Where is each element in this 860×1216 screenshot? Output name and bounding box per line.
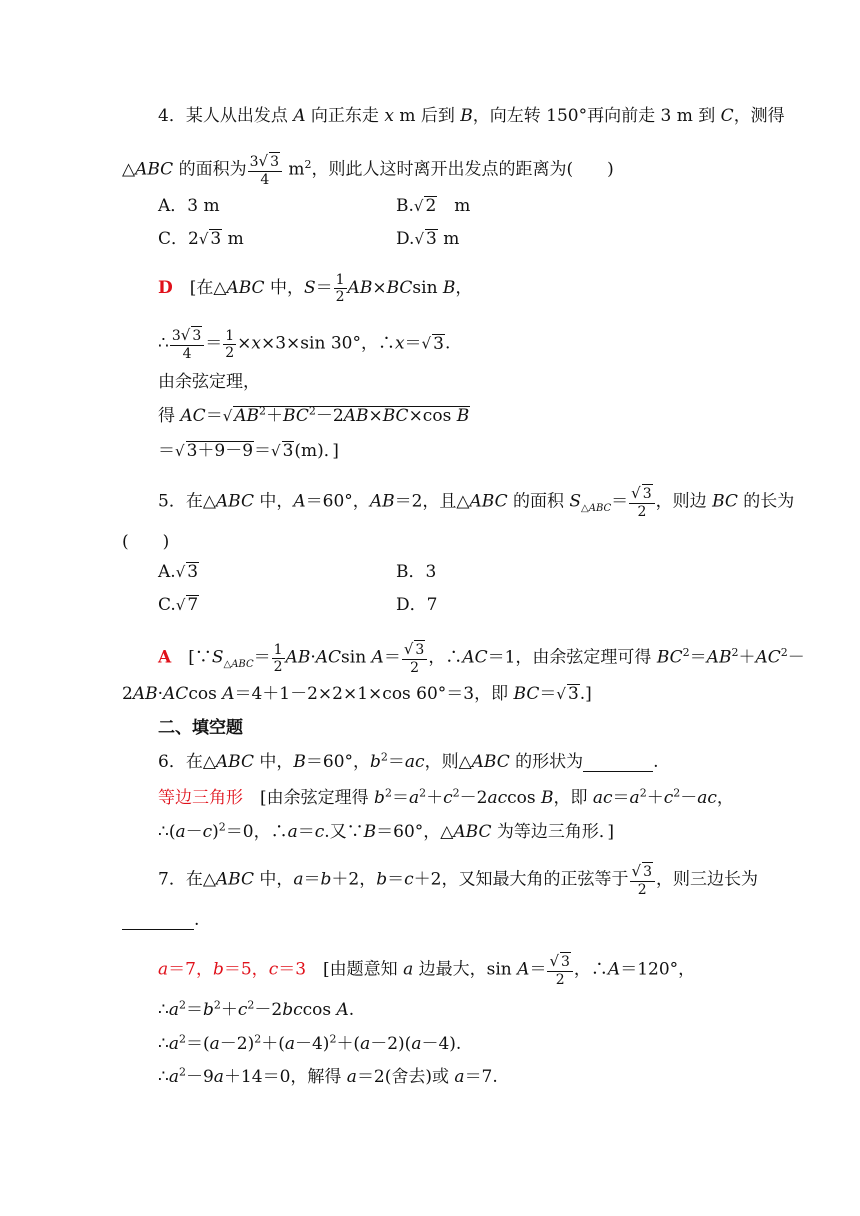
q5-option-d: D．7 <box>396 595 438 615</box>
q7-stem-line1: 7．在△ABC 中，a＝b＋2，b＝c＋2，又知最大角的正弦等于 $\frac{√ 3}{2}$ ，则三边长为 <box>158 862 758 898</box>
q6-answer: 等边三角形 <box>158 788 243 808</box>
q7-answer: a＝7，b＝5，c＝3 <box>158 959 307 980</box>
q4-option-d: D.√ 3 m <box>396 229 460 249</box>
q6-stem: 6．在△ABC 中，B＝60°，$b^2=ac$，则△ABC 的形状为 . <box>158 750 659 772</box>
q4-option-a: A．3 m <box>158 196 220 216</box>
q4-stem-line2: △ABC 的面积为 $\frac{3√ 3}{4}$ $m^2$，则此人这时离开出发点的距离为( ) <box>122 152 614 188</box>
q4-solution-line1: D [在△ABC 中，S＝ $\frac{1}{2}$ AB×BCsin B， <box>158 272 473 305</box>
q7-solution-line4: $\therefore a^2-9a+14=0$，解得 a＝2(舍去)或 a＝7. <box>158 1065 498 1087</box>
q4-solution-line2: ∴ $\frac{3√ 3}{4}$ ＝ $\frac{1}{2}$ ×x×3×sin 30°，∴x＝√ 3. <box>158 326 451 362</box>
q5-stem-line1: 5．在△ABC 中，A＝60°，AB＝2，且△ABC 的面积 $S_{\triangle ABC}=$ $\frac{√ 3}{2}$ ，则边 BC 的长为 <box>158 484 795 520</box>
q5-answer: A <box>158 647 172 668</box>
q5-solution-line1: A [$\because S_{\triangle ABC}=$ $\frac{1}{2}$ AB·ACsin A＝ $\frac{√ 3}{2}$ ，∴AC＝1，由余弦定理可得 $BC^2=AB^2+AC^2-$ <box>158 640 805 676</box>
q5-stem-line2: ( ) <box>122 532 170 552</box>
q6-solution-line1: 等边三角形 [由余弦定理得 $b^2=a^2+c^2-2accos$ B，即 $ac=a^2+c^2-ac$， <box>158 786 734 808</box>
q7-solution-line3: $\therefore a^2=(a-2)^2+(a-4)^2+(a-2)(a-4)$. <box>158 1032 462 1054</box>
q4-solution-line3: 由余弦定理， <box>158 372 260 392</box>
q4-option-b: B.√ 2 m <box>396 196 471 216</box>
q7-solution-line1: a＝7，b＝5，c＝3 [由题意知 a 边最大，sin A＝ $\frac{√ 3}{2}$ ，∴A＝120°， <box>158 952 696 988</box>
q7-solution-line2: $\therefore a^2=b^2+c^2-2bccos$ A. <box>158 998 355 1020</box>
q4-option-c: C．2√ 3 m <box>158 229 244 249</box>
q7-stem-line2: . <box>122 910 199 930</box>
q5-option-c: C.√ 7 <box>158 595 199 615</box>
q7-blank <box>122 913 194 930</box>
section-heading-fill-in: 二、填空题 <box>158 718 243 738</box>
q4-answer: D <box>158 278 173 298</box>
q4-solution-line4: 得 AC＝√ $AB^2+BC^2-2AB\times BC\times\cos$ B <box>158 404 470 426</box>
q4-stem-line1: 4．某人从出发点 A 向正东走 x m 后到 B，向左转 150°再向前走 3 m 到 C，测得 <box>158 106 785 126</box>
q5-solution-line2: 2AB·ACcos A＝4＋1－2×2×1×cos 60°＝3，即 BC＝√ 3.] <box>122 684 592 704</box>
q5-option-a: A.√ 3 <box>158 562 199 582</box>
q6-solution-line2: $\therefore(a-c)^2=0$，∴a＝c.又∵B＝60°，△ABC 为等边三角形．] <box>158 820 615 842</box>
q4-solution-line5: ＝√ 3＋9－9＝√ 3(m)．] <box>158 441 339 461</box>
q6-blank <box>583 755 653 772</box>
q5-option-b: B．3 <box>396 562 437 582</box>
